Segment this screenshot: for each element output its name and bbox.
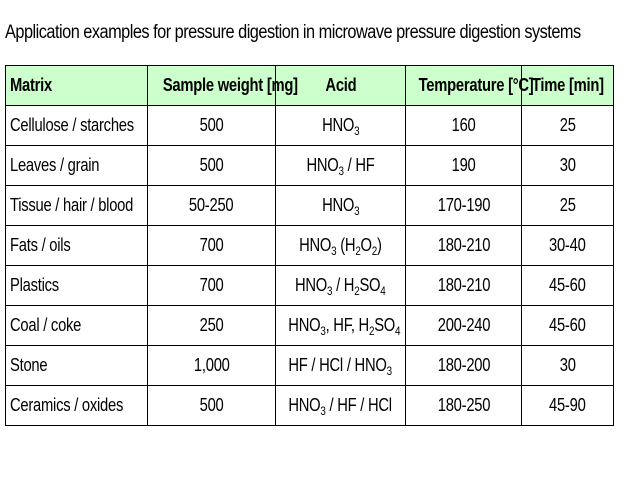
table-row <box>6 306 614 346</box>
cell-weight: 500 <box>148 386 276 426</box>
cell-temperature: 180-210 <box>406 226 522 266</box>
header-sample-weight: Sample weight [mg] <box>148 66 276 106</box>
cell-matrix: Coal / coke <box>6 306 148 346</box>
cell-acid: $HNO_3$ <box>276 186 406 226</box>
cell-time: 45-90 <box>522 386 614 426</box>
cell-temperature: 190 <box>406 146 522 186</box>
cell-weight: 500 <box>148 106 276 146</box>
cell-temperature: 180-200 <box>406 346 522 386</box>
table-row <box>6 386 614 426</box>
cell-acid: $HNO_3$ $(H_2O_2)$ <box>276 226 406 266</box>
cell-weight: 700 <box>148 226 276 266</box>
cell-acid: $HNO_3 / H_2SO_4$ <box>276 266 406 306</box>
cell-acid: $HNO_3$, HF, $H_2SO_4$ <box>276 306 406 346</box>
cell-temperature: 200-240 <box>406 306 522 346</box>
cell-matrix: Plastics <box>6 266 148 306</box>
cell-matrix: Fats / oils <box>6 226 148 266</box>
cell-matrix: Leaves / grain <box>6 146 148 186</box>
table-header-row <box>6 66 614 106</box>
cell-acid: HF / HCl / $HNO_3$ <box>276 346 406 386</box>
cell-time: 30 <box>522 346 614 386</box>
digestion-table <box>5 65 614 426</box>
cell-time: 45-60 <box>522 306 614 346</box>
table-row <box>6 106 614 146</box>
cell-acid: $HNO_3$ / HF <box>276 146 406 186</box>
cell-temperature: 180-210 <box>406 266 522 306</box>
cell-time: 45-60 <box>522 266 614 306</box>
cell-matrix: Cellulose / starches <box>6 106 148 146</box>
cell-matrix: Tissue / hair / blood <box>6 186 148 226</box>
cell-weight: 500 <box>148 146 276 186</box>
cell-acid: $HNO_3$ / HF / HCl <box>276 386 406 426</box>
table-row <box>6 226 614 266</box>
header-acid: Acid <box>276 66 406 106</box>
header-matrix: Matrix <box>6 66 148 106</box>
table-row <box>6 186 614 226</box>
page-title: Application examples for pressure digestion in microwave pressure digestion systems <box>5 22 581 43</box>
table-row <box>6 346 614 386</box>
cell-matrix: Ceramics / oxides <box>6 386 148 426</box>
cell-weight: 250 <box>148 306 276 346</box>
cell-temperature: 160 <box>406 106 522 146</box>
header-time: Time [min] <box>522 66 614 106</box>
cell-acid: $HNO_3$ <box>276 106 406 146</box>
cell-matrix: Stone <box>6 346 148 386</box>
cell-temperature: 170-190 <box>406 186 522 226</box>
cell-temperature: 180-250 <box>406 386 522 426</box>
header-temperature: Temperature [°C] <box>406 66 522 106</box>
cell-weight: 700 <box>148 266 276 306</box>
table-row <box>6 266 614 306</box>
cell-time: 30-40 <box>522 226 614 266</box>
cell-weight: 1,000 <box>148 346 276 386</box>
cell-time: 25 <box>522 186 614 226</box>
table-row <box>6 146 614 186</box>
cell-weight: 50-250 <box>148 186 276 226</box>
cell-time: 30 <box>522 146 614 186</box>
cell-time: 25 <box>522 106 614 146</box>
